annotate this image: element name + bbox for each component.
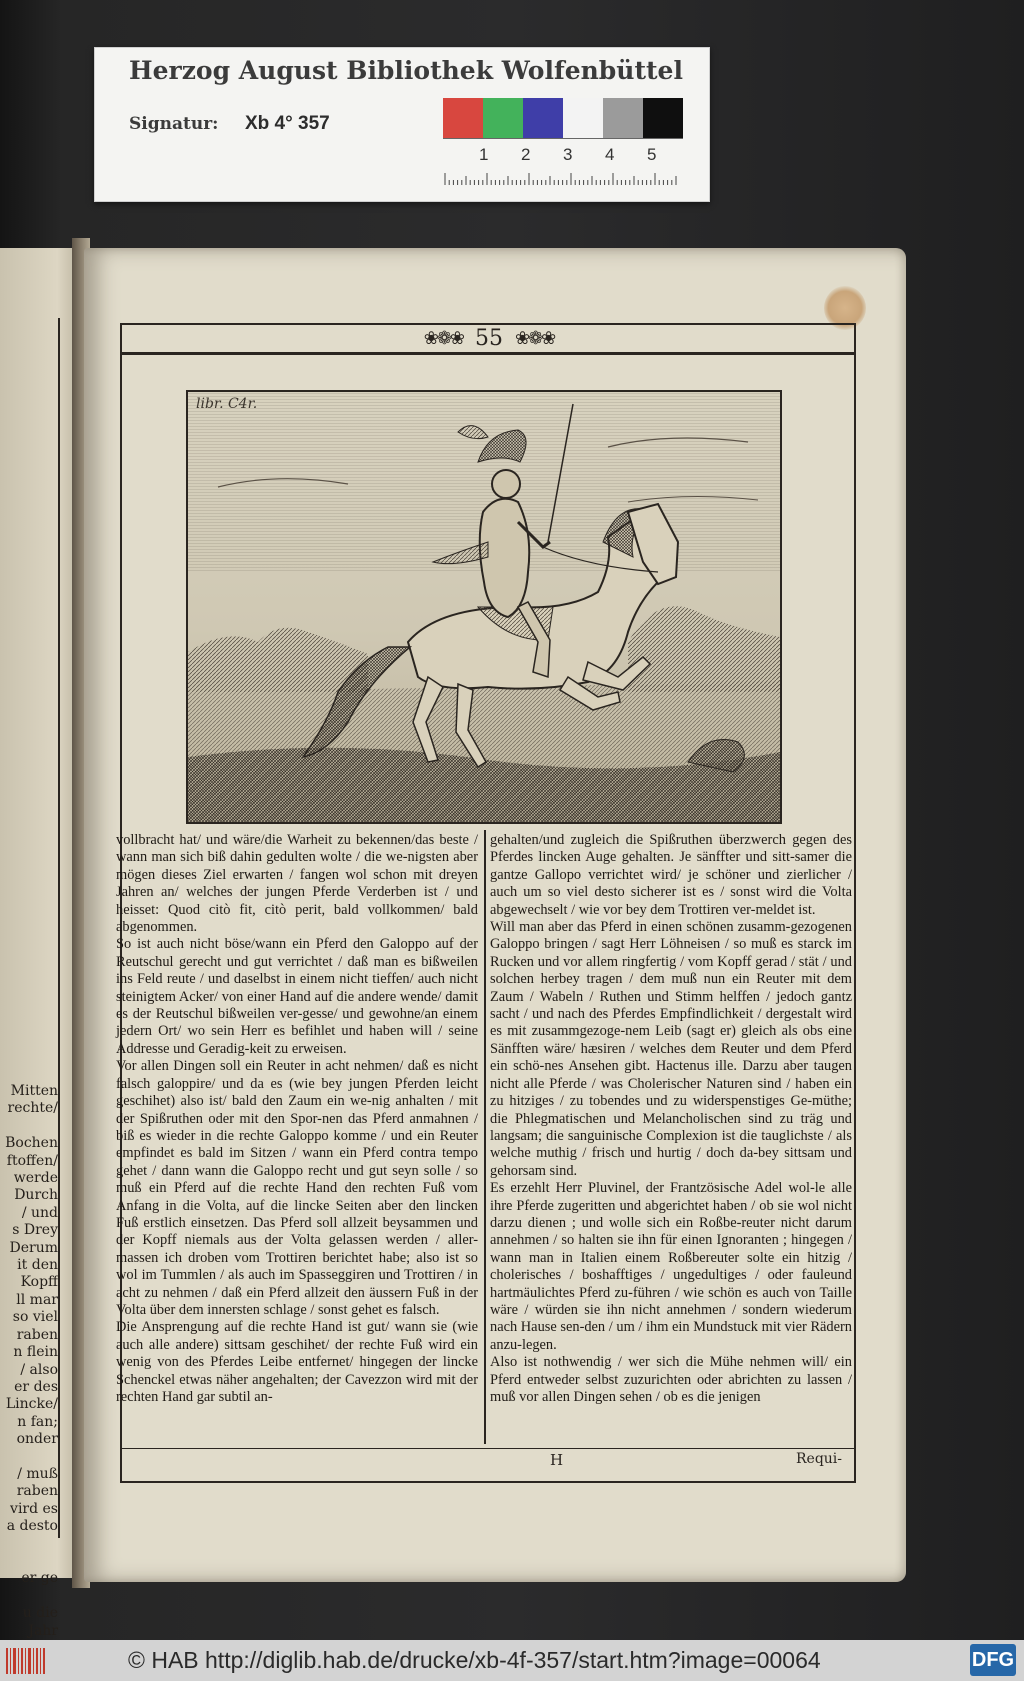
dfg-logo[interactable]: DFG [970,1644,1016,1676]
page-number: 55 [475,325,503,351]
engraving-illustration [188,392,780,822]
previous-page-text-fragments: Mitten rechte/ Bochen ftoffen/ werde Durch / und s Drey Derum it den Kopff ll mar so viel raben n flein / also er des Lincke/ n fan; onder / muß raben vird es a desto er ge u die Jahr [5,1083,58,1639]
library-name: Herzog August Bibliothek Wolfenbüttel [129,56,683,85]
viewer-footer-bar [0,1640,1024,1681]
text-column-right: gehalten/und zugleich die Spißruthen überzwerch gegen des Pferdes lincken Auge gehalten. Je sänffter und sitt-samer die gantze Gallopo verrichtet wird/ je schöner und zierlicher / auch um so viel desto sicherer ist es / sonst wird die Volta abgewechselt / wie vor bey dem Trottiren ver-meldet ist. Will man aber das Pferd in einen schönen zusamm-gezogenen Galoppo bringen / sagt Herr Löhneisen / so muß es starck im Rucken und vor allem ringfertig / vom Kopff gerad / stät / und solchen herbey tragen / dem muß nun ein Reuter mit dem Zaum / Wabeln / Ruthen und Stimm helffen / jedoch gantz sacht / und nach des Pferdes Empfindlichkeit / dergestalt wird es mit zusammgezoge-nem Leib (sagt er) gleich als obs eine Sänfften wäre/ hæsiren / welches dem Reuter und dem Pferd ein schö-nes Ansehen gibt. Hactenus ille. Darzu aber taugen nicht alle Pferde / was Cholerischer Naturen sind / haben ein zu hitziges / zu tobendes und zu widerspenstiges Ge-müthe; die Phlegmatischen und Melancholischen sind zu träg und langsam; die sanguinische Complexion ist die tauglichste / als welche muthig / frisch und hurtig / doch da-bey sittsam und gehorsam sind. Es erzehlt Herr Pluvinel, der Frantzösische Adel wol-le alle ihre Pferde zugeritten und abgerichtet haben / ob sie wol nicht darzu dienen ; und wolle sich ein Roßbe-reuter nicht darum annehmen / so halten sie ihn für einen Ignoranten ; hingegen / wann man in Italien einem Roßbereuter solte ein hitzig / cholerisches / boshafftiges / ungedultiges / oder fauleund hartmäulichtes Pferd zu-führen / wie schön es auch von Taille wäre / würden sie ihn nicht annehmen / sondern wiederum nach Hause sen-den / um / ihm ein Mundstuck mit vier Rädern anzu-legen. Also ist nothwendig / wer sich die Mühe nehmen will/ ein Pferd entweder selbst zuzurichten oder abrichten zu lassen / muß vor allen Dingen sehen / ob es die jenigen [490,832,852,1405]
color-swatch [523,98,563,138]
ruler-ticks [443,173,683,185]
scale-ruler [443,138,683,185]
barcode-icon [6,1646,46,1676]
ruler-number: 2 [521,145,531,164]
ruler-number: 1 [479,145,489,164]
signature-label: Signatur: [129,114,219,134]
ornament-right: ❀❁❀ [515,327,555,349]
footer-rule-top [120,1448,854,1449]
catchword: Requi- [796,1451,843,1467]
column-divider [484,830,486,1444]
signature-value: Xb 4° 357 [245,113,330,134]
text-column-left: vollbracht hat/ und wäre/die Warheit zu bekennen/das beste / wann man sich biß dahin gedulten wolte / die we-nigsten aber mögen dieses Ziel erwarten / fangen wol schon mit dreyen Jahren an/ welches der jungen Pferde Verderben ist / und heisset: Quod citò fit, citò perit, bald vollkommen/ bald abgenommen. So ist auch nicht böse/wann ein Pferd den Galoppo auf der Reutschul gerecht und gut verrichtet / daß man es bißweilen ins Feld reute / und daselbst in einem nicht tieffen/ auch nicht steinigtem Acker/ von einer Hand auf die andere wende/ damit es der Reutschul bißweilen ver-gesse/ und gewohne/an einem jedern Ort/ wo sein Herr es befihlet und haben will / seine Addresse und Geradig-keit zu erweisen. Vor allen Dingen soll ein Reuter in acht nehmen/ daß es nicht falsch galoppire/ und da es (wie bey jungen Pferden leicht geschihet) also ist/ bald den Zaum ein we-nig anhalten / mit der Spißruthen oder mit den Spor-nen das Pferd anmahnen / biß es wieder in die rechte Galoppo komme / und ein Reuter empfindet es bald im Sitzen / wann ein Pferd contra tempo gehet / dann wann die Galoppo recht und gut seyn solle / so muß ein Pferd auf die rechte Hand den rechten Fuß vom Anfang in die Volta, auf die lincke Seiten aber den lincken Fuß erstlich einsetzen. Das Pferd soll allzeit beysammen und der Kopff niemals aus der Volta gelassen werden / aller-massen ich droben vom Trottiren berichtet habe; also ist so wol im Tummlen / als auch im Spasseggiren und Trottiren / in acht zu nehmen / daß ein Pferd allzeit den äussern Fuß in der Volta über dem innersten schlage / sonst gehet es falsch. Die Ansprengung auf die rechte Hand ist gut/ wann sie (wie auch alle andere) sittsam geschihet/ der rechte Fuß wird ein wenig von des Pferdes Leibe entfernet/ hingegen der lincke Schenckel etwas näher angehalten; der Cavezzon wird mit der rechten Hand gar subtil an- [116,832,478,1405]
ruler-number: 3 [563,145,573,164]
engraving-horseman [186,390,782,824]
ruler-number: 5 [647,145,657,164]
engraving-handwritten-note: libr. C4r. [196,396,258,412]
header-rule-bottom [120,352,856,355]
color-swatch [483,98,523,138]
color-calibration-strip [443,98,683,138]
book-page [84,248,906,1582]
color-swatch [643,98,683,138]
library-label-card [94,47,710,202]
color-swatch [563,98,603,138]
page-header [374,326,604,350]
previous-page-frame-line [58,318,60,1538]
color-swatch [603,98,643,138]
color-swatch [443,98,483,138]
ruler-number: 4 [605,145,615,164]
signature-mark: H [550,1451,564,1469]
ornament-left: ❀❁❀ [423,327,463,349]
footer-rule-bottom [120,1481,854,1483]
source-url-link[interactable]: © HAB http://diglib.hab.de/drucke/xb-4f-357/start.htm?image=00064 [128,1647,821,1673]
previous-page-edge [0,248,82,1639]
